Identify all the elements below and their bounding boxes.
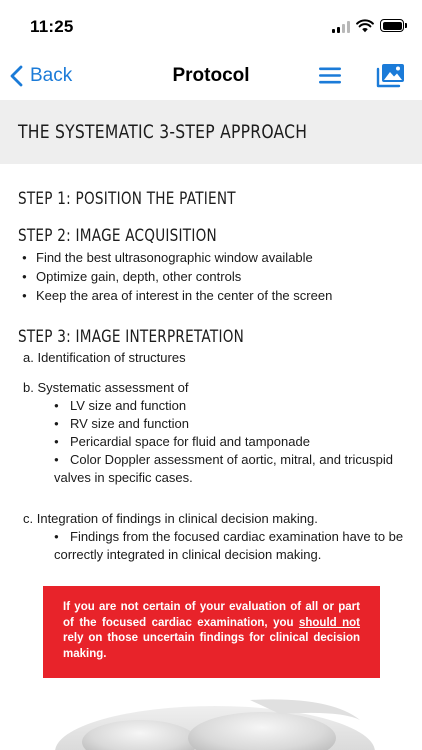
step2-bullet-list [22,248,332,305]
page-title: Protocol [172,65,250,86]
warning-box [43,586,380,678]
wifi-icon [356,19,374,33]
list-item: ● Findings from the focused cardiac examination have to be [54,529,404,544]
list-item: ● Keep the area of interest in the center of the screen [22,286,332,305]
section-header [0,100,422,164]
photo-gallery-icon[interactable] [376,63,405,88]
step3-item-a: a. Identification of structures [23,350,186,365]
step1-heading: STEP 1: POSITION THE PATIENT [18,189,236,209]
warning-text: If you are not certain of your evaluation of all or part of the focused cardiac examination, you should not rely on those uncertain findings for clinical decision making. [63,601,360,660]
list-item-continuation: valves in specific cases. [54,470,193,485]
step3-item-c: c. Integration of findings in clinical decision making. [23,511,318,526]
list-item-continuation: correctly integrated in clinical decision making. [54,547,322,562]
warning-emphasis: should not [298,616,360,629]
battery-icon [380,19,407,33]
list-item: ● Find the best ultrasonographic window available [22,248,332,267]
list-item: ● Optimize gain, depth, other controls [22,267,332,286]
list-item: ● Color Doppler assessment of aortic, mitral, and tricuspid [54,452,393,467]
step3-b-sub-list [54,397,418,469]
step3-item-b: b. Systematic assessment of [23,380,189,395]
step3-heading: STEP 3: IMAGE INTERPRETATION [18,327,245,347]
section-title: THE SYSTEMATIC 3-STEP APPROACH [18,121,308,143]
back-label: Back [30,65,73,86]
bullet-icon: ● [54,532,59,541]
list-item: ● LV size and function [54,398,187,413]
bullet-icon: ● [54,437,59,446]
bullet-icon: ● [54,455,59,464]
bullet-icon: ● [54,419,59,428]
cellular-signal-icon [332,21,350,33]
hamburger-menu-icon[interactable] [319,67,341,84]
list-item: ● RV size and function [54,416,189,431]
status-bar [0,0,422,52]
navigation-bar [0,52,422,100]
status-time: 11:25 [30,17,74,36]
list-item: ● Pericardial space for fluid and tamponade [54,434,310,449]
ultrasound-probe-image [0,690,422,750]
bullet-icon: ● [54,401,59,410]
step2-heading: STEP 2: IMAGE ACQUISITION [18,226,217,246]
